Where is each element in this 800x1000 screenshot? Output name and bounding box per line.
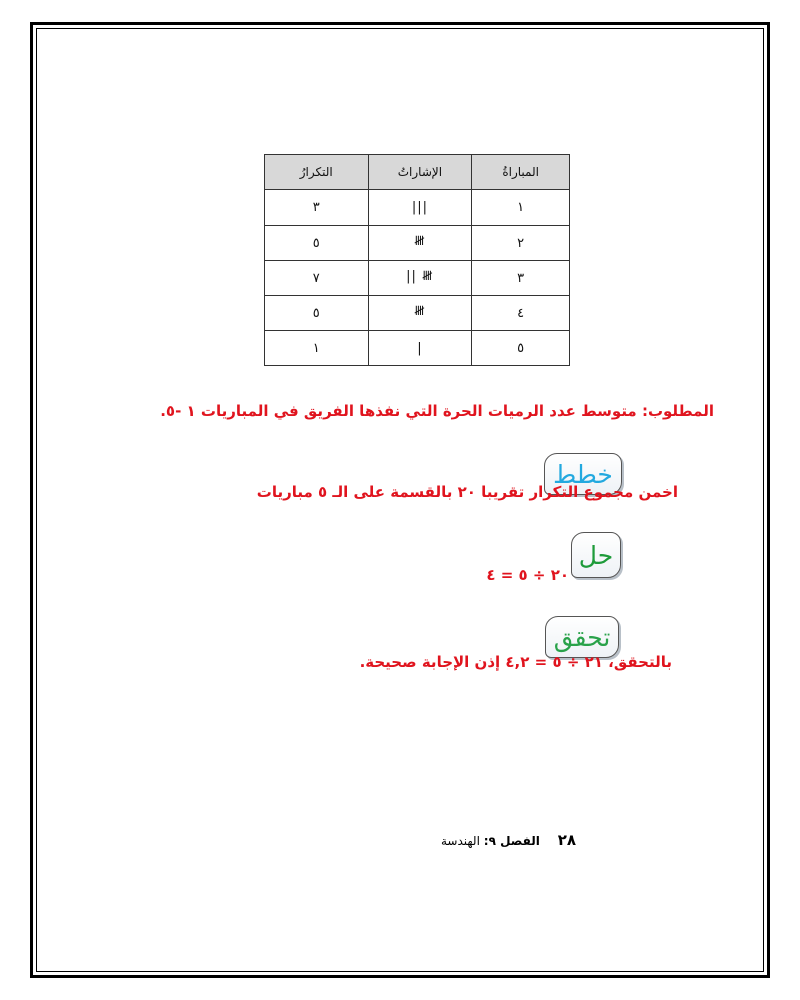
plan-badge: خطط — [544, 453, 622, 495]
cell-tally: 𝍸 || — [368, 261, 472, 296]
cell-tally: ||| — [368, 190, 472, 226]
table-row — [265, 226, 570, 261]
cell-frequency: ٣ — [265, 190, 369, 226]
cell-frequency: ٥ — [265, 226, 369, 261]
cell-match: ٣ — [472, 261, 570, 296]
table-row — [265, 261, 570, 296]
cell-match: ٥ — [472, 331, 570, 366]
requirement-text: المطلوب: متوسط عدد الرميات الحرة التي نفذها الفريق في المباريات ١ -٥. — [160, 402, 714, 420]
table-row — [265, 296, 570, 331]
cell-match: ٢ — [472, 226, 570, 261]
table-row — [265, 190, 570, 226]
header-match: المباراةُ — [472, 155, 570, 190]
cell-match: ١ — [472, 190, 570, 226]
solve-badge: حل — [571, 532, 621, 578]
header-frequency: التكرارُ — [265, 155, 369, 190]
cell-frequency: ٧ — [265, 261, 369, 296]
cell-tally: | — [368, 331, 472, 366]
check-text: بالتحقق، ٢١ ÷ ٥ = ٤,٢ إذن الإجابة صحيحة. — [359, 653, 672, 671]
table-header-row — [265, 155, 570, 190]
tally-table — [264, 154, 570, 366]
table-row — [265, 331, 570, 366]
check-badge: تحقق — [545, 616, 619, 658]
cell-frequency: ١ — [265, 331, 369, 366]
chapter-label: الفصل ٩: — [483, 834, 540, 848]
cell-tally: 𝍸 — [368, 296, 472, 331]
page-footer — [441, 831, 576, 849]
chapter-title: الهندسة — [440, 834, 480, 848]
solve-text: ٢٠ ÷ ٥ = ٤ — [486, 566, 569, 584]
cell-tally: 𝍸 — [368, 226, 472, 261]
cell-frequency: ٥ — [265, 296, 369, 331]
page-number: ٢٨ — [557, 831, 576, 849]
header-tally: الإشاراتُ — [368, 155, 472, 190]
cell-match: ٤ — [472, 296, 570, 331]
plan-text: اخمن مجموع التكرار تقريبا ٢٠ بالقسمة على الـ ٥ مباريات — [256, 483, 678, 501]
